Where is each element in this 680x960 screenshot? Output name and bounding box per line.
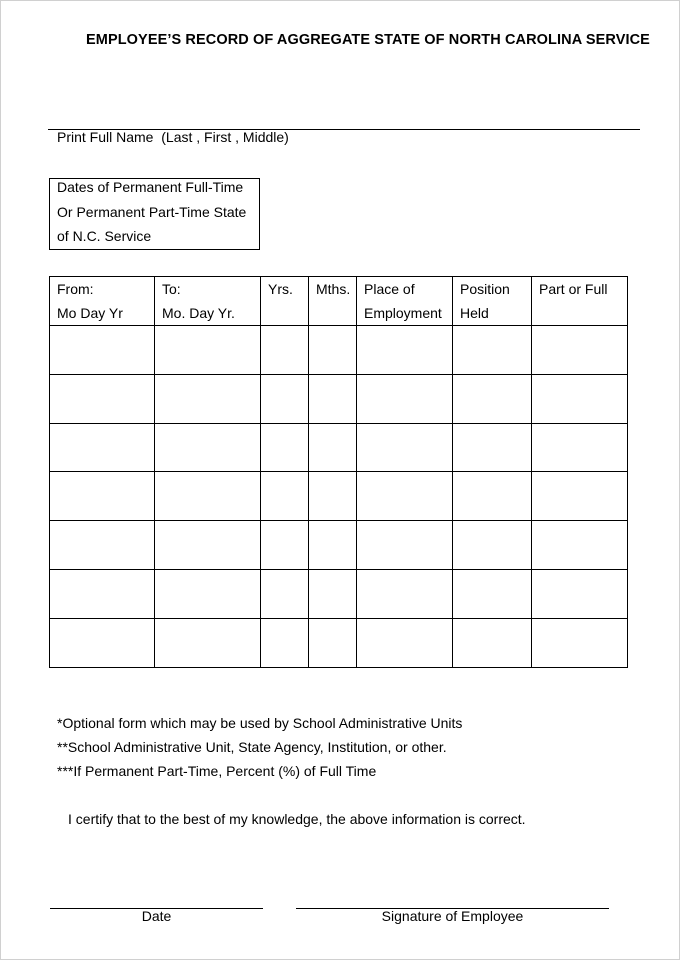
cell-years[interactable] <box>261 521 309 570</box>
cell-from[interactable] <box>50 374 155 423</box>
cell-place[interactable] <box>357 423 453 472</box>
header-to <box>155 277 261 326</box>
cell-years[interactable] <box>261 569 309 618</box>
cell-months[interactable] <box>309 618 357 667</box>
cell-to[interactable] <box>155 521 261 570</box>
cell-position[interactable] <box>453 423 532 472</box>
cell-place[interactable] <box>357 472 453 521</box>
table-header-row <box>50 277 628 326</box>
header-to-line1: To: <box>162 281 181 297</box>
service-dates-line-2: Or Permanent Part-Time State <box>57 203 247 220</box>
cell-to[interactable] <box>155 569 261 618</box>
cell-months[interactable] <box>309 423 357 472</box>
cell-years[interactable] <box>261 374 309 423</box>
header-years-line1: Yrs. <box>268 281 293 297</box>
cell-years[interactable] <box>261 423 309 472</box>
employee-signature-label: Signature of Employee <box>381 908 524 924</box>
table-row <box>50 569 628 618</box>
cell-from[interactable] <box>50 521 155 570</box>
service-dates-box <box>49 178 260 250</box>
cell-from[interactable] <box>50 472 155 521</box>
cell-position[interactable] <box>453 326 532 375</box>
cell-part-full[interactable] <box>532 472 628 521</box>
cell-to[interactable] <box>155 423 261 472</box>
header-place-line1: Place of <box>364 281 415 297</box>
table-row <box>50 326 628 375</box>
cell-from[interactable] <box>50 569 155 618</box>
cell-position[interactable] <box>453 521 532 570</box>
cell-months[interactable] <box>309 569 357 618</box>
header-to-line2: Mo. Day Yr. <box>162 305 235 321</box>
footnote-2: **School Administrative Unit, State Agency, Institution, or other. <box>57 739 447 755</box>
table-row <box>50 618 628 667</box>
table-row <box>50 472 628 521</box>
cell-months[interactable] <box>309 374 357 423</box>
header-months-line1: Mths. <box>316 281 351 297</box>
cell-from[interactable] <box>50 423 155 472</box>
cell-from[interactable] <box>50 326 155 375</box>
cell-from[interactable] <box>50 618 155 667</box>
header-place-line2: Employment <box>364 305 442 321</box>
table-row <box>50 374 628 423</box>
cell-months[interactable] <box>309 521 357 570</box>
footnotes <box>57 714 462 786</box>
header-months <box>309 277 357 326</box>
header-place <box>357 277 453 326</box>
cell-part-full[interactable] <box>532 521 628 570</box>
cell-months[interactable] <box>309 472 357 521</box>
header-from-line1: From: <box>57 281 94 297</box>
cell-part-full[interactable] <box>532 569 628 618</box>
service-record-table <box>49 276 628 668</box>
cell-place[interactable] <box>357 521 453 570</box>
cell-months[interactable] <box>309 326 357 375</box>
certification-statement: I certify that to the best of my knowledge, the above information is correct. <box>68 811 526 827</box>
cell-years[interactable] <box>261 618 309 667</box>
header-position-line2: Held <box>460 305 489 321</box>
date-label: Date <box>141 908 172 924</box>
header-years <box>261 277 309 326</box>
service-dates-line-3: of N.C. Service <box>57 228 152 244</box>
cell-position[interactable] <box>453 569 532 618</box>
header-position <box>453 277 532 326</box>
service-dates-line-1: Dates of Permanent Full-Time <box>57 179 244 195</box>
table-row <box>50 423 628 472</box>
footnote-3: ***If Permanent Part-Time, Percent (%) of Full Time <box>57 763 377 779</box>
cell-years[interactable] <box>261 326 309 375</box>
header-part-full <box>532 277 628 326</box>
header-position-line1: Position <box>460 281 510 297</box>
cell-part-full[interactable] <box>532 423 628 472</box>
cell-position[interactable] <box>453 472 532 521</box>
cell-place[interactable] <box>357 569 453 618</box>
cell-to[interactable] <box>155 472 261 521</box>
cell-place[interactable] <box>357 374 453 423</box>
table-row <box>50 521 628 570</box>
full-name-label: Print Full Name (Last , First , Middle) <box>57 129 289 145</box>
cell-position[interactable] <box>453 618 532 667</box>
form-title: EMPLOYEE’S RECORD OF AGGREGATE STATE OF NORTH CAROLINA SERVICE <box>86 32 650 48</box>
header-from-line2: Mo Day Yr <box>57 305 123 321</box>
cell-place[interactable] <box>357 618 453 667</box>
header-part-full-line1: Part or Full <box>539 281 608 297</box>
cell-to[interactable] <box>155 374 261 423</box>
cell-part-full[interactable] <box>532 618 628 667</box>
cell-place[interactable] <box>357 326 453 375</box>
header-from <box>50 277 155 326</box>
cell-to[interactable] <box>155 326 261 375</box>
cell-years[interactable] <box>261 472 309 521</box>
footnote-1: *Optional form which may be used by School Administrative Units <box>57 715 463 731</box>
cell-part-full[interactable] <box>532 374 628 423</box>
cell-part-full[interactable] <box>532 326 628 375</box>
cell-position[interactable] <box>453 374 532 423</box>
cell-to[interactable] <box>155 618 261 667</box>
